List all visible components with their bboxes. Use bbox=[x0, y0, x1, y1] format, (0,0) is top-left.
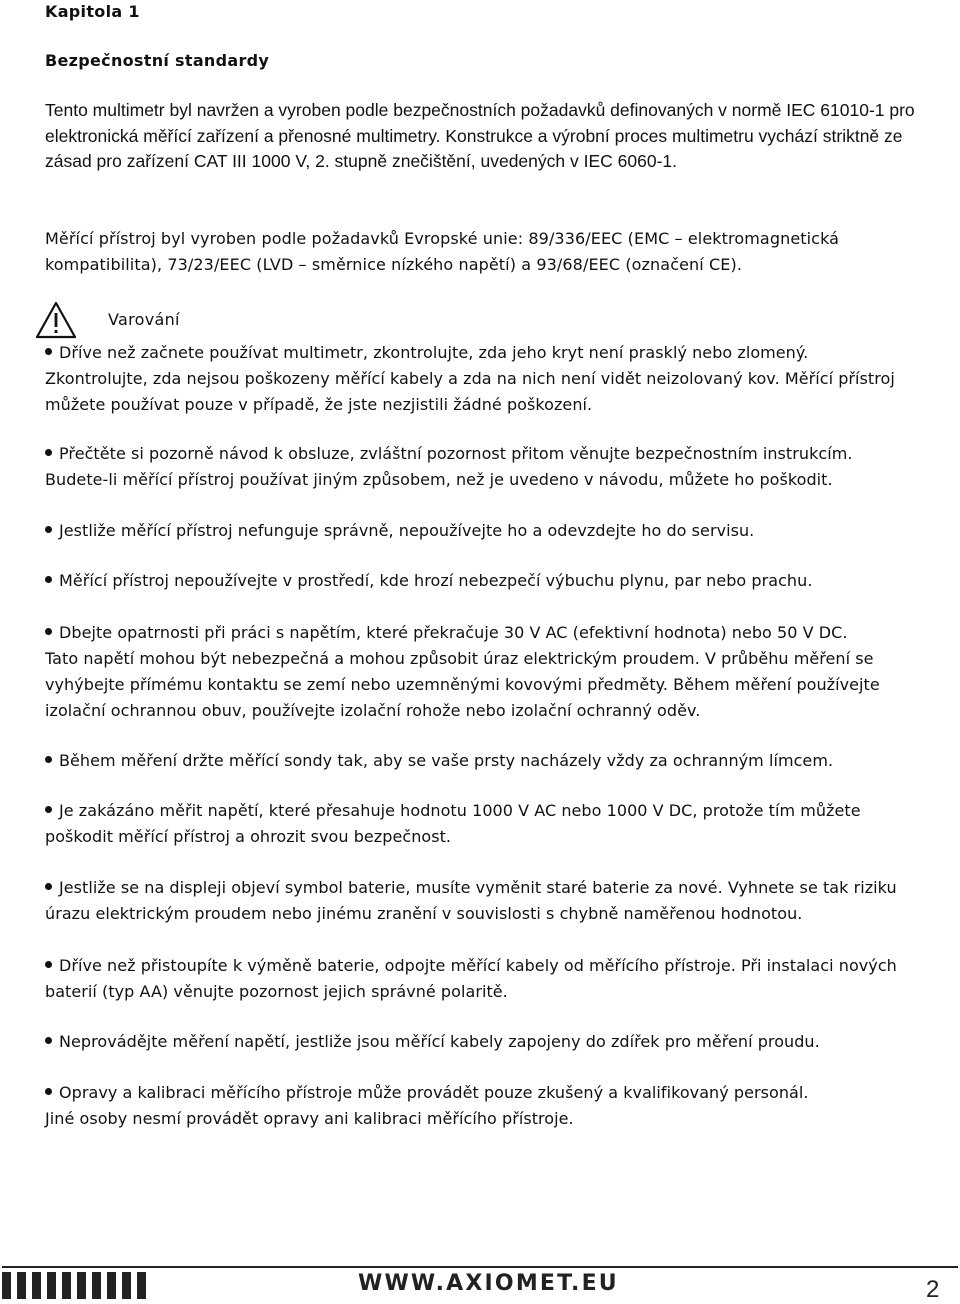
section-title: Bezpečnostní standardy bbox=[45, 51, 270, 70]
bullet-icon bbox=[45, 961, 52, 968]
list-item: Přečtěte si pozorně návod k obsluze, zvláštní pozornost přitom věnujte bezpečnostním instrukcím. Budete-li měřící přístroj používat jiným způsobem, než je uvedeno v návodu, můžete ho poškodit. bbox=[45, 444, 853, 489]
bullet-icon bbox=[45, 576, 52, 583]
list-item: Je zakázáno měřit napětí, které přesahuje hodnotu 1000 V AC nebo 1000 V DC, protože tím můžete poškodit měřící přístroj a ohrozit svou bezpečnost. bbox=[45, 801, 861, 846]
warning-triangle-icon bbox=[34, 300, 78, 340]
bullet-icon bbox=[45, 1037, 52, 1044]
list-item: Dříve než přistoupíte k výměně baterie, odpojte měřící kabely od měřícího přístroje. Při instalaci nových baterií (typ AA) věnujte pozornost jejich správné polaritě. bbox=[45, 956, 897, 1001]
bullet-icon bbox=[45, 806, 52, 813]
list-item: Během měření držte měřící sondy tak, aby se vaše prsty nacházely vždy za ochranným límcem. bbox=[45, 748, 925, 774]
intro-paragraph: Tento multimetr byl navržen a vyroben podle bezpečnostních požadavků definovaných v normě IEC 61010-1 pro elektronická měřící zařízení a přenosné multimetry. Konstrukce a výrobní proces multimetru vychází striktně ze zásad pro zařízení CAT III 1000 V, 2. stupně znečištění, uvedených v IEC 6060-1. bbox=[45, 100, 915, 171]
chapter-heading: Kapitola 1 bbox=[45, 2, 140, 21]
list-item: Jestliže měřící přístroj nefunguje správně, nepoužívejte ho a odevzdejte ho do servisu. bbox=[45, 518, 925, 544]
bullet-icon bbox=[45, 628, 52, 635]
bullet-icon bbox=[45, 526, 52, 533]
list-item: Měřící přístroj nepoužívejte v prostředí, kde hrozí nebezpečí výbuchu plynu, par nebo prachu. bbox=[45, 568, 925, 594]
list-item: Jestliže se na displeji objeví symbol baterie, musíte vyměnit staré baterie za nové. Vyhnete se tak riziku úrazu elektrickým proudem nebo jinému zranění v souvislosti s chybně naměřenou hodnotou. bbox=[45, 878, 897, 923]
bullet-icon bbox=[45, 348, 52, 355]
warning-title: Varování bbox=[108, 310, 180, 329]
list-item: Opravy a kalibraci měřícího přístroje může provádět pouze zkušený a kvalifikovaný personál. Jiné osoby nesmí provádět opravy ani kalibraci měřícího přístroje. bbox=[45, 1083, 809, 1128]
footer-divider bbox=[2, 1266, 958, 1268]
list-item: Dbejte opatrnosti při práci s napětím, které překračuje 30 V AC (efektivní hodnota) nebo 50 V DC. Tato napětí mohou být nebezpečná a mohou způsobit úraz elektrickým proudem. V průběhu měření se vyhýbejte přímému kontaktu se zemí nebo uzemněnými kovovými předměty. Během měření používejte izolační ochrannou obuv, používejte izolační rohože nebo izolační ochranný oděv. bbox=[45, 623, 880, 720]
bullet-icon bbox=[45, 883, 52, 890]
bullet-icon bbox=[45, 1088, 52, 1095]
page-number: 2 bbox=[926, 1276, 940, 1303]
eu-compliance-paragraph: Měřící přístroj byl vyroben podle požadavků Evropské unie: 89/336/EEC (EMC – elektromagnetická kompatibilita), 73/23/EEC (LVD – směrnice nízkého napětí) a 93/68/EEC (označení CE). bbox=[45, 229, 840, 274]
bullet-icon bbox=[45, 756, 52, 763]
footer-stripes-icon bbox=[2, 1272, 146, 1299]
bullet-icon bbox=[45, 449, 52, 456]
list-item: Neprovádějte měření napětí, jestliže jsou měřící kabely zapojeny do zdířek pro měření proudu. bbox=[45, 1029, 925, 1055]
website-footer: WWW.AXIOMET.EU bbox=[358, 1271, 619, 1296]
list-item: Dříve než začnete používat multimetr, zkontrolujte, zda jeho kryt není prasklý nebo zlomený. Zkontrolujte, zda nejsou poškozeny měřící kabely a zda na nich není vidět neizolovaný kov. Měřící přístroj můžete používat pouze v případě, že jste nezjistili žádné poškození. bbox=[45, 343, 895, 414]
